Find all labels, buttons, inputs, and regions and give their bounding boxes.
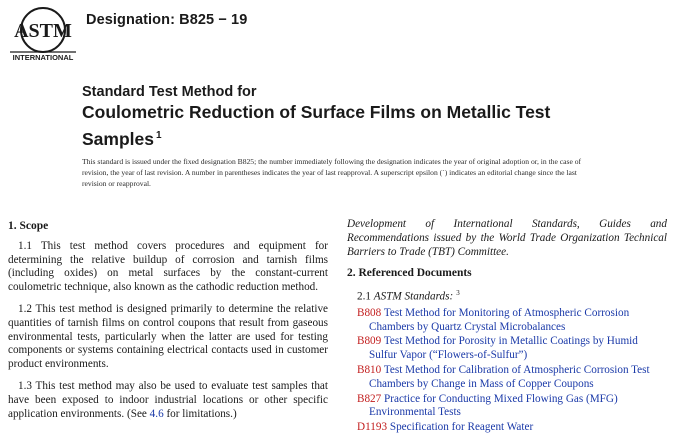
- refs-intro-number: 2.1: [357, 290, 371, 303]
- designation: Designation: B825 − 19: [86, 12, 248, 28]
- scope-paragraph-1-2: 1.2 This test method is designed primarily to determine the relative quantities of tarnish films on control coupons that result from gaseous environmental tests, particularly when the latter are used for testing components or systems containing electrical contacts used in customer product environments.: [8, 302, 328, 371]
- title-block: [82, 84, 662, 150]
- section-4-6-link[interactable]: 4.6: [149, 407, 164, 420]
- title-line-2: Coulometric Reduction of Surface Films on Metallic Test: [82, 102, 551, 122]
- ref-code[interactable]: B809: [357, 335, 382, 348]
- right-column: [347, 218, 667, 436]
- ref-code[interactable]: B827: [357, 392, 382, 405]
- scope-heading: 1. Scope: [8, 220, 49, 232]
- ref-title[interactable]: Specification for Reagent Water: [389, 421, 534, 434]
- title-line-1: Standard Test Method for: [82, 84, 257, 100]
- logo-text: ASTM: [14, 20, 72, 42]
- scope-continuation: Development of International Standards, Guides and Recommendations issued by the World Trade Organization Technical Barriers to Trade (TBT) Committee.: [347, 218, 667, 258]
- left-column: [8, 218, 328, 429]
- referenced-documents-heading: 2. Referenced Documents: [347, 267, 472, 280]
- ref-title[interactable]: Test Method for Monitoring of Atmospheric Corrosion Chambers by Quartz Crystal Microbalances: [369, 306, 630, 333]
- ref-code[interactable]: D1193: [357, 421, 388, 434]
- refs-intro-label: ASTM Standards:: [373, 290, 454, 303]
- logo-subtext: INTERNATIONAL: [12, 53, 74, 62]
- astm-logo: [8, 6, 78, 62]
- ref-item-d1193[interactable]: [357, 421, 667, 435]
- astm-standards-intro: [357, 287, 667, 305]
- ref-item-b827[interactable]: [357, 393, 667, 421]
- ref-code[interactable]: B810: [357, 363, 382, 376]
- ref-code[interactable]: B808: [357, 306, 382, 319]
- p3-text-b: for limitations.): [163, 407, 237, 420]
- ref-item-b810[interactable]: [357, 364, 667, 392]
- ref-item-b809[interactable]: [357, 335, 667, 363]
- title-line-3: [82, 125, 662, 150]
- standard-note: This standard is issued under the fixed designation B825; the number immediately following the designation indicates the year of original adoption or, in the case of revision, the year of last revision. A number in parentheses indicates the year of last reapproval. A superscript epsilon (´) indicates an editorial change since the last revision or reapproval.: [82, 157, 582, 189]
- title-footnote-mark: 1: [155, 130, 162, 141]
- ref-title[interactable]: Test Method for Porosity in Metallic Coatings by Humid Sulfur Vapor (“Flowers-of-Sulfur”): [369, 335, 638, 362]
- scope-paragraph-1-3: [8, 380, 328, 421]
- p3-text-a: 1.3 This test method may also be used to evaluate test samples that have been exposed to indoor industrial locations or other specific application environments. (See: [8, 379, 328, 420]
- scope-paragraph-1-1: 1.1 This test method covers procedures and equipment for determining the relative buildup of corrosion and tarnish films (including oxides) on metal surfaces by the constant-current coulometric technique, also known as the cathodic reduction method.: [8, 239, 328, 294]
- ref-title[interactable]: Practice for Conducting Mixed Flowing Gas (MFG) Environmental Tests: [369, 392, 618, 419]
- ref-item-b808[interactable]: [357, 307, 667, 335]
- ref-title[interactable]: Test Method for Calibration of Atmospheric Corrosion Test Chambers by Change in Mass of Copper Coupons: [369, 363, 650, 390]
- title-line-3-text: Samples: [82, 128, 154, 149]
- refs-footnote-mark: 3: [456, 289, 460, 298]
